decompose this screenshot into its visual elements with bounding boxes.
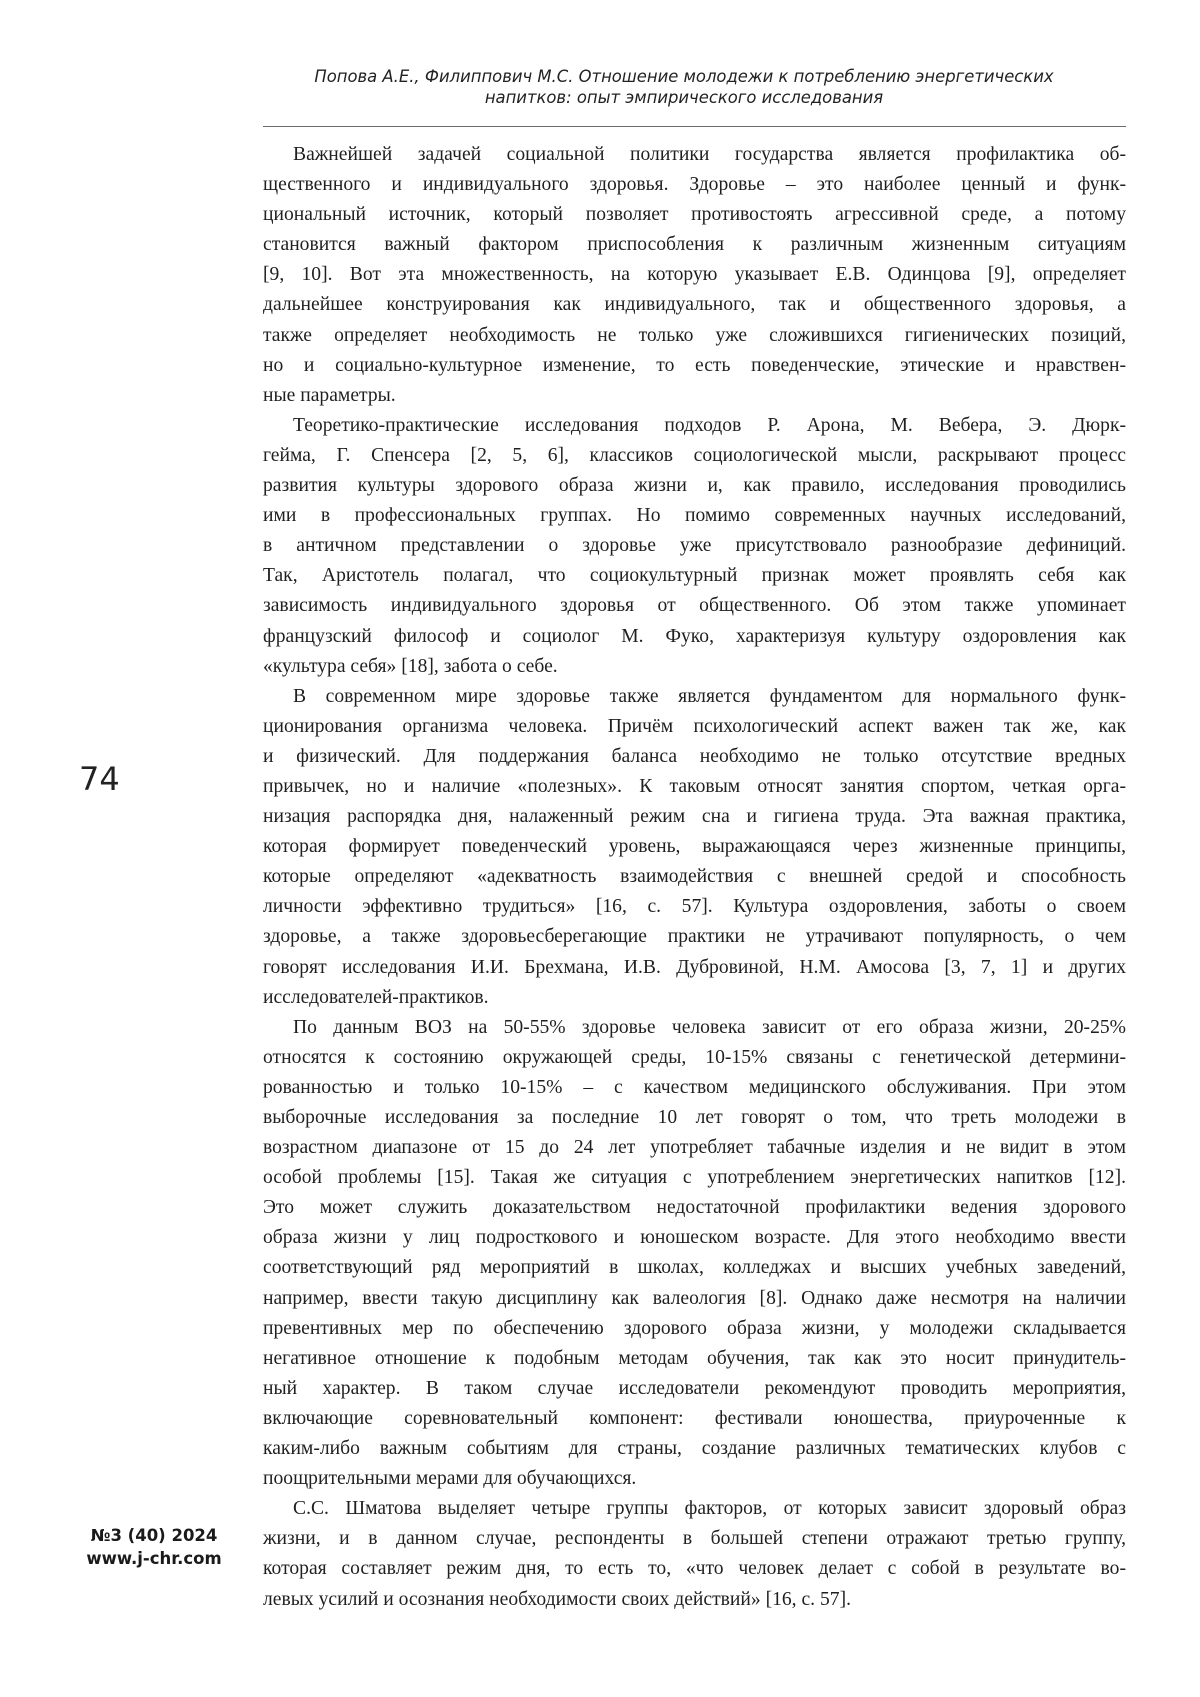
text-line: Важнейшей задачей социальной политики государства является профилактика об- [293, 144, 1126, 165]
text-line: жизни, и в данном случае, респонденты в большей степени отражают третью группу, [263, 1528, 1126, 1550]
text-line: По данным ВОЗ на 50-55% здоровье человека зависит от его образа жизни, 20-25% [293, 1016, 1126, 1038]
text-line: негативное отношение к подобным методам обучения, так как это носит принудитель- [263, 1347, 1126, 1369]
text-line: [9, 10]. Вот эта множественность, на которую указывает Е.В. Одинцова [9], определяет [263, 264, 1126, 286]
paragraph [263, 682, 1126, 1013]
running-header-line: Попова А.Е., Филиппович М.С. Отношение молодежи к потреблению энергетических [314, 67, 1054, 86]
text-line: В современном мире здоровье также является фундаментом для нормального функ- [293, 685, 1126, 707]
text-line: ционирования организма человека. Причём психологический аспект важен так же, как [263, 715, 1126, 737]
text-line: «культура себя» [18], забота о себе. [263, 655, 558, 677]
text-line: например, ввести такую дисциплину как валеология [8]. Однако даже несмотря на наличии [263, 1287, 1126, 1309]
paragraph [263, 1494, 1126, 1614]
text-line: здоровье, а также здоровьесберегающие практики не утрачивают популярность, о чем [263, 926, 1126, 948]
text-line: относятся к состоянию окружающей среды, 10-15% связаны с генетической детермини- [263, 1046, 1126, 1068]
text-line: ими в профессиональных группах. Но помимо современных научных исследований, [263, 505, 1126, 527]
text-line: левых усилий и осознания необходимости своих действий» [16, с. 57]. [263, 1588, 851, 1610]
text-line: также определяет необходимость не только уже сложившихся гигиенических позиций, [263, 324, 1126, 346]
running-header [262, 66, 1106, 108]
text-line: но и социально-культурное изменение, то есть поведенческие, этические и нравствен- [263, 354, 1126, 376]
text-line: соответствующий ряд мероприятий в школах, колледжах и высших учебных заведений, [263, 1257, 1126, 1279]
text-line: превентивных мер по обеспечению здорового образа жизни, у молодежи складывается [263, 1317, 1126, 1339]
text-line: образа жизни у лиц подросткового и юношеском возрасте. Для этого необходимо ввести [263, 1227, 1126, 1249]
text-line: возрастном диапазоне от 15 до 24 лет употребляет табачные изделия и не видит в этом [263, 1137, 1126, 1159]
text-line: зависимость индивидуального здоровья от общественного. Об этом также упоминает [263, 595, 1126, 617]
text-line: которые определяют «адекватность взаимодействия с внешней средой и способность [263, 866, 1126, 888]
paragraph [263, 411, 1126, 682]
text-line: ные параметры. [263, 384, 396, 406]
text-line: циональный источник, который позволяет противостоять агрессивной среде, а потому [263, 204, 1126, 226]
text-line: ный характер. В таком случае исследователи рекомендуют проводить мероприятия, [263, 1377, 1126, 1399]
text-line: которая формирует поведенческий уровень, выражающаяся через жизненные принципы, [263, 836, 1126, 858]
text-line: рованностью и только 10-15% – с качеством медицинского обслуживания. При этом [263, 1076, 1126, 1098]
text-line: развития культуры здорового образа жизни и, как правило, исследования проводились [263, 475, 1126, 497]
text-line: гейма, Г. Спенсера [2, 5, 6], классиков социологической мысли, раскрывают процесс [263, 444, 1126, 466]
text-line: в античном представлении о здоровье уже присутствовало разнообразие дефиниций. [263, 535, 1126, 557]
header-divider [263, 126, 1126, 127]
text-line: каким-либо важным событиям для страны, создание различных тематических клубов с [263, 1438, 1126, 1460]
text-line: Так, Аристотель полагал, что социокультурный признак может проявлять себя как [263, 565, 1126, 587]
text-line: дальнейшее конструирования как индивидуального, так и общественного здоровья, а [263, 294, 1126, 316]
text-line: французский философ и социолог М. Фуко, характеризуя культуру оздоровления как [263, 625, 1126, 647]
article-body [263, 140, 1126, 1615]
text-line: привычек, но и наличие «полезных». К таковым относят занятия спортом, четкая орга- [263, 775, 1126, 797]
journal-website: www.j-chr.com [86, 1549, 222, 1568]
journal-info [64, 1524, 244, 1570]
text-line: Это может служить доказательством недостаточной профилактики ведения здорового [263, 1197, 1126, 1219]
text-line: и физический. Для поддержания баланса необходимо не только отсутствие вредных [263, 745, 1126, 767]
text-line: говорят исследования И.И. Брехмана, И.В. Дубровиной, Н.М. Амосова [3, 7, 1] и других [263, 956, 1126, 978]
text-line: щественного и индивидуального здоровья. Здоровье – это наиболее ценный и функ- [263, 174, 1126, 196]
text-line: исследователей-практиков. [263, 986, 489, 1008]
paragraph [263, 1013, 1126, 1495]
text-line: особой проблемы [15]. Такая же ситуация с употреблением энергетических напитков [12]. [263, 1167, 1126, 1189]
text-line: включающие соревновательный компонент: фестивали юношества, приуроченные к [263, 1407, 1126, 1429]
text-line: поощрительными мерами для обучающихся. [263, 1468, 637, 1490]
text-line: Теоретико-практические исследования подходов Р. Арона, М. Вебера, Э. Дюрк- [293, 414, 1126, 436]
journal-issue: №3 (40) 2024 [90, 1526, 218, 1545]
text-line: становится важный фактором приспособления к различным жизненным ситуациям [263, 234, 1126, 256]
paragraph [263, 140, 1126, 411]
text-line: личности эффективно трудиться» [16, с. 57]. Культура оздоровления, заботы о своем [263, 896, 1126, 918]
text-line: С.С. Шматова выделяет четыре группы факторов, от которых зависит здоровый образ [293, 1498, 1126, 1520]
text-line: низация распорядка дня, налаженный режим сна и гигиена труда. Эта важная практика, [263, 806, 1126, 828]
running-header-line: напитков: опыт эмпирического исследования [484, 88, 884, 107]
page-number: 74 [79, 760, 120, 798]
text-line: которая составляет режим дня, то есть то, «что человек делает с собой в результате во- [263, 1558, 1126, 1580]
text-line: выборочные исследования за последние 10 лет говорят о том, что треть молодежи в [263, 1107, 1126, 1128]
